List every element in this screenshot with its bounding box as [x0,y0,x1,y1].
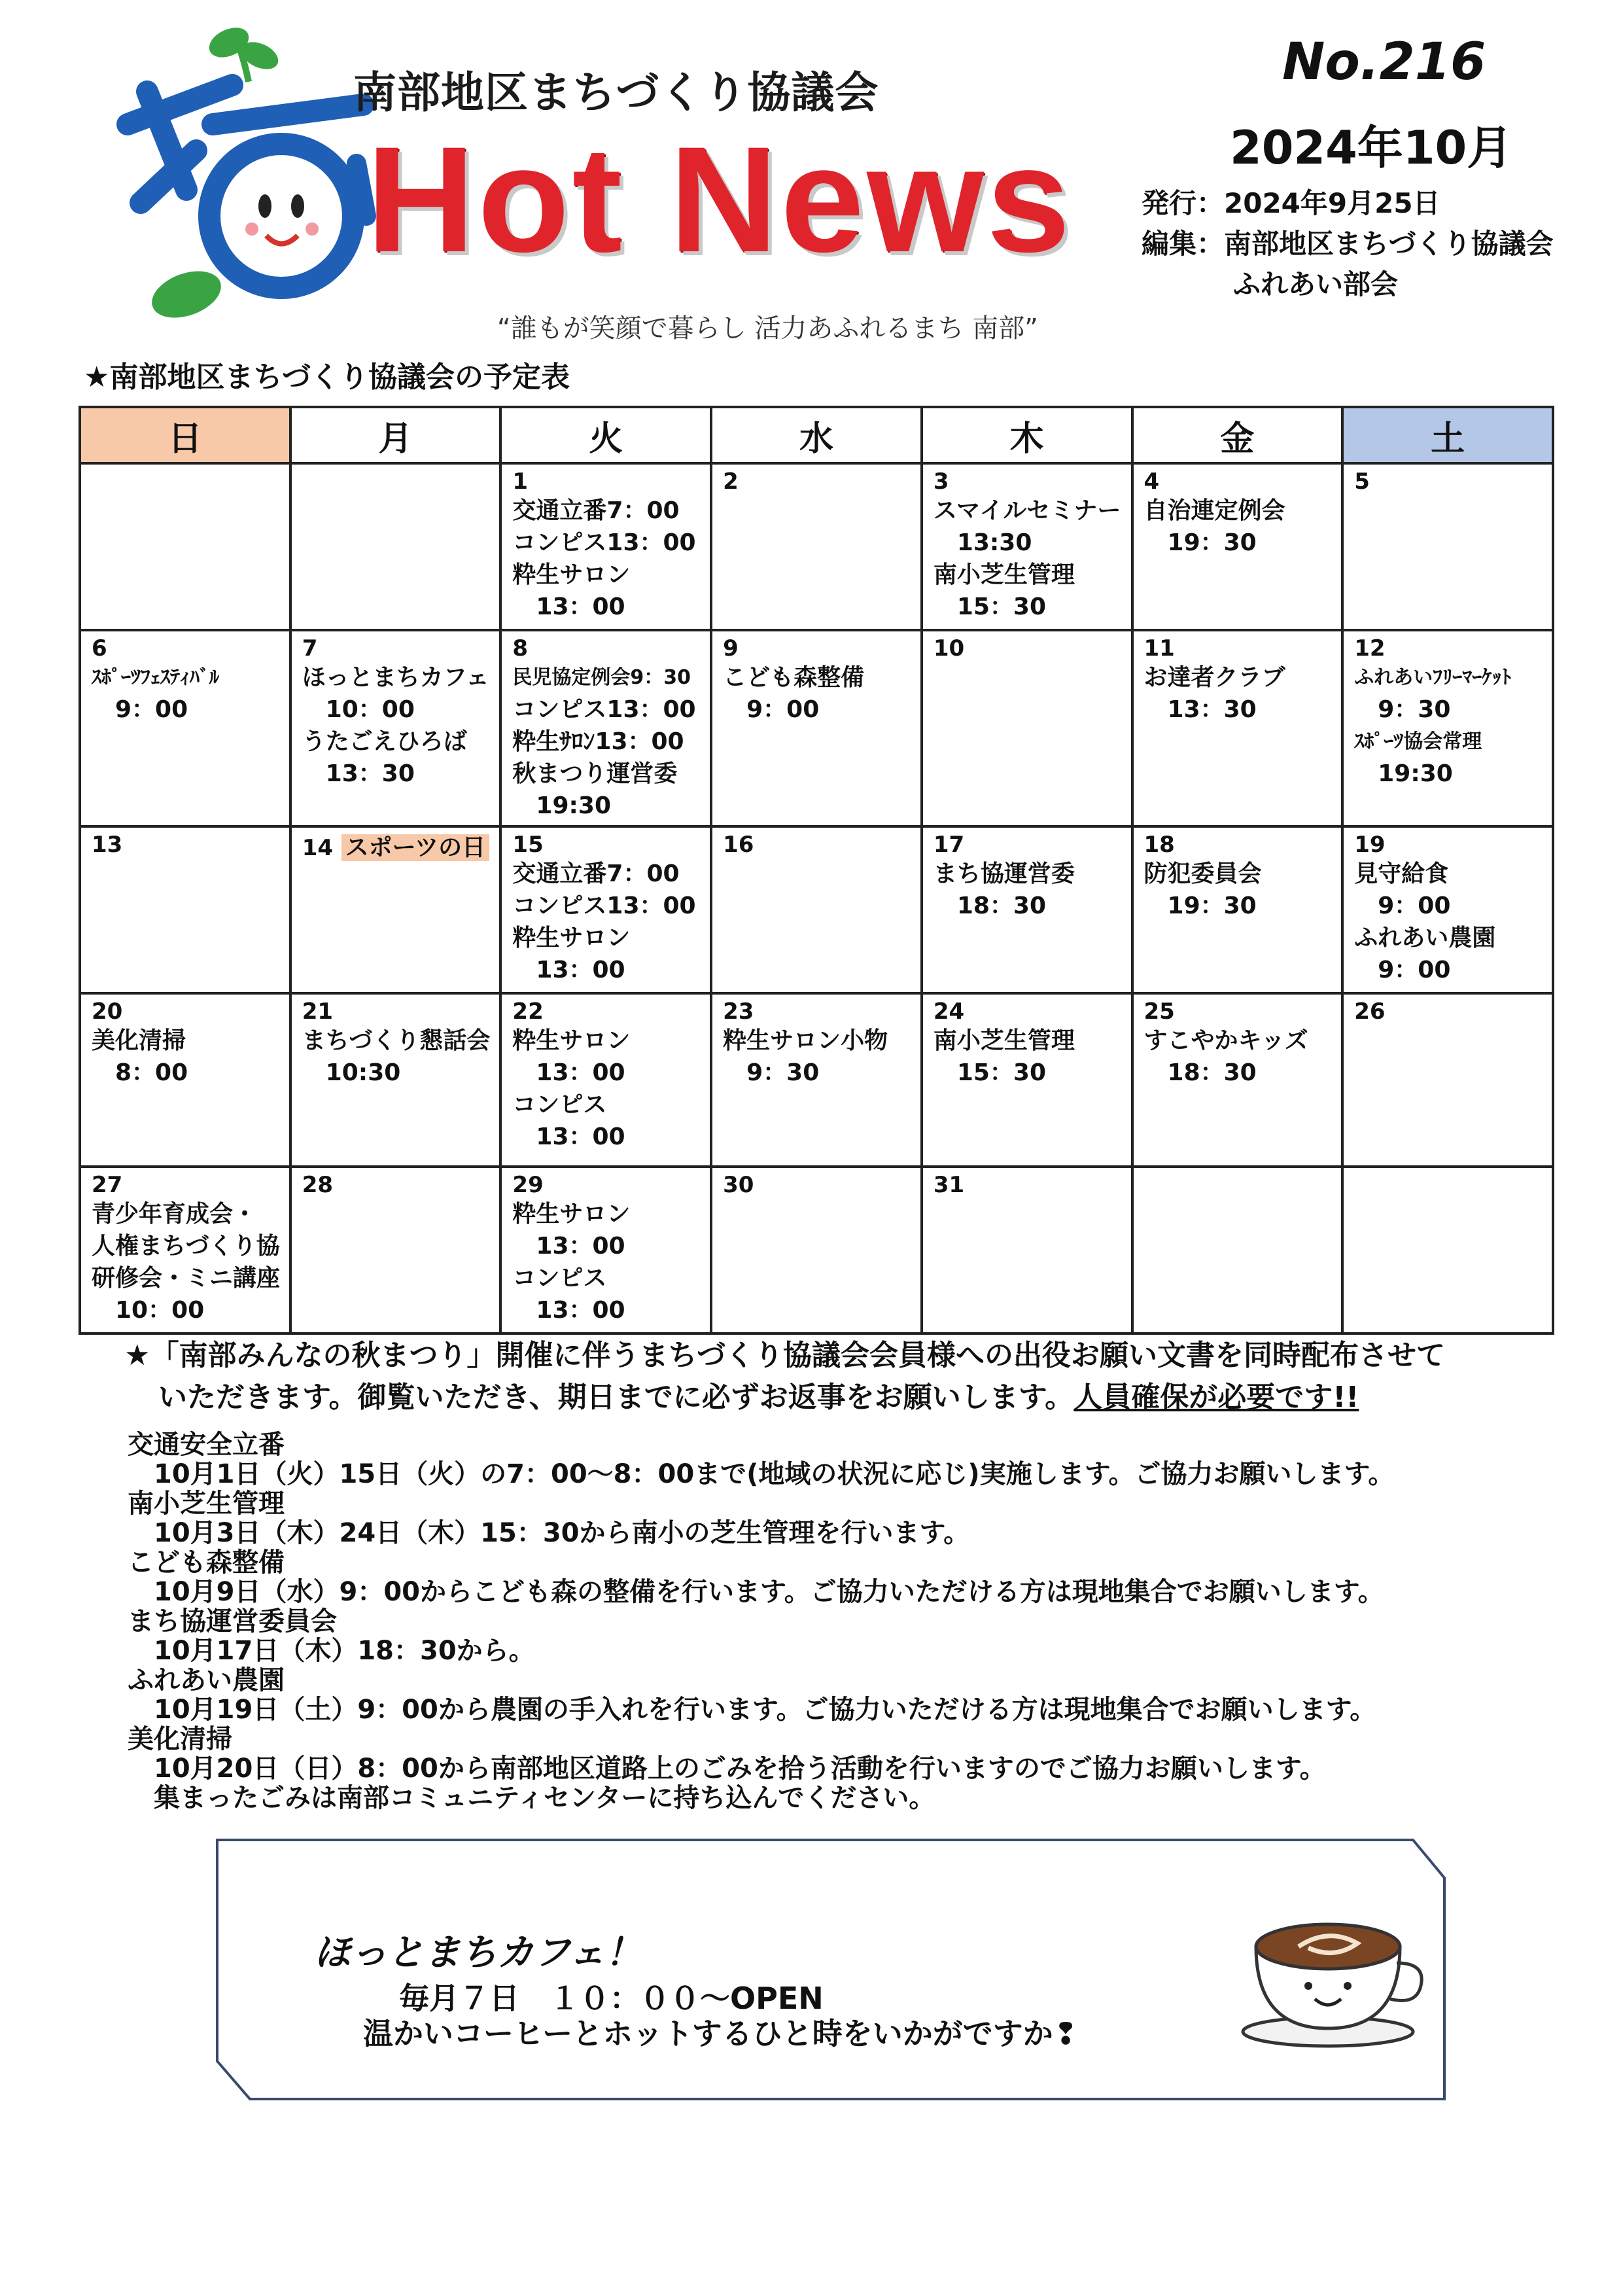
day-number: 23 [723,998,754,1025]
calendar-cell-sat [1342,1167,1553,1333]
org-name: 南部地区まちづくり協議会 [353,67,879,118]
calendar-week-row [80,993,1553,1167]
weekday-header-row [80,407,1553,463]
festival-notice [124,1335,1537,1419]
calendar-cell-sat [1342,826,1553,993]
calendar-event: 10:30 [325,1059,401,1086]
calendar-event: 9：00 [746,696,820,723]
day-number: 16 [723,832,754,858]
calendar-event: ほっとまちカフェ [302,664,489,691]
calendar-cell-thu [922,630,1132,826]
day-number: 21 [302,998,334,1025]
calendar-cell-wed [711,826,922,993]
calendar-event: 見守給食 [1354,860,1449,887]
notice-line1: ★「南部みんなの秋まつり」開催に伴うまちづくり協議会会員様への出役お願い文書を同時配布させて [124,1339,1446,1372]
calendar-event: こども森整備 [723,664,865,691]
calendar-cell-mon [290,993,501,1167]
day-number: 3 [933,468,949,495]
day-number: 11 [1143,635,1175,662]
day-number: 1 [512,468,529,495]
calendar-event: 9：00 [1378,957,1451,983]
calendar-event: お達者クラブ [1143,664,1285,691]
calendar-week-row [80,463,1553,630]
calendar-cell-tue [500,826,711,993]
calendar-event: コンピス13：00 [512,696,696,723]
cafe-title: ほっとまちカフェ！ [314,1931,642,1974]
calendar-cell-sun [80,463,290,630]
detail-text: 10月17日（木）18：30から。 [154,1636,535,1666]
detail-text: 10月20日（日）8：00から南部地区道路上のごみを拾う活動を行いますのでご協力お願いします。 [154,1754,1326,1784]
calendar-event: ｽﾎﾟｰﾂ協会常理 [1354,730,1482,753]
calendar-event: 粋生サロン [512,925,631,951]
day-number: 15 [512,832,544,858]
calendar-event: 13:30 [956,529,1032,556]
detail-text: 10月9日（水）9：00からこども森の整備を行います。ご協力いただける方は現地集合でお願いします。 [154,1577,1384,1607]
notice-line2: いただきます。御覧いただき、期日までに必ずお返事をお願いします。 [158,1381,1074,1414]
day-number: 10 [933,635,965,662]
calendar-event: すこやかキッズ [1143,1027,1308,1054]
calendar-event: 人権まちづくり協 [92,1233,280,1260]
calendar-cell-thu [922,463,1132,630]
day-number: 22 [512,998,544,1025]
calendar-event: まちづくり懇話会 [302,1027,491,1054]
coffee-cup-icon [1230,1907,1426,2051]
day-number: 8 [512,635,529,662]
calendar-event: 自治連定例会 [1143,497,1285,524]
calendar-event: 9：00 [115,696,188,723]
weekday-mon: 月 [290,407,501,463]
calendar-cell-fri [1132,826,1343,993]
calendar-event: 粋生サロン [512,1027,631,1054]
event-details [128,1430,1567,1813]
day-number: 12 [1354,635,1386,662]
calendar-event: 粋生サロン [512,561,631,588]
day-number: 6 [92,635,107,662]
calendar-cell-tue [500,630,711,826]
calendar-event: 13：30 [1167,696,1257,723]
calendar-cell-thu [922,1167,1132,1333]
calendar-cell-mon [290,463,501,630]
notice-line2-wrap [124,1377,1537,1419]
calendar-event: 9：30 [1378,696,1451,723]
calendar-event: 19:30 [536,792,611,819]
calendar-week-row [80,1167,1553,1333]
holiday-label: スポーツの日 [341,834,490,861]
calendar-week-row [80,630,1553,826]
calendar-event: 研修会・ミニ講座 [92,1265,281,1292]
notice-emphasis: 人員確保が必要です!! [1073,1381,1359,1414]
calendar-cell-sat [1342,630,1553,826]
day-number: 9 [723,635,739,662]
day-number: 7 [302,635,318,662]
slogan: “誰もが笑顔で暮らし 活力あふれるまち 南部” [497,313,1038,344]
calendar-cell-sat [1342,463,1553,630]
day-number: 19 [1354,832,1386,858]
calendar-cell-mon [290,826,501,993]
cafe-message: 温かいコーヒーとホットするひと時をいかがですか❢ [363,2016,1079,2051]
calendar-cell-thu [922,993,1132,1167]
calendar-event: 粋生サロン小物 [723,1027,888,1054]
day-number: 18 [1143,832,1175,858]
calendar-event: 粋生ｻﾛﾝ13：00 [512,728,684,755]
calendar-cell-fri [1132,463,1343,630]
calendar-event: 南小芝生管理 [933,1027,1075,1054]
calendar-event: ｽﾎﾟｰﾂﾌｪｽﾃｨﾊﾞﾙ [92,666,219,689]
weekday-sun: 日 [80,407,290,463]
calendar-cell-sun [80,630,290,826]
calendar-event: ふれあい農園 [1354,925,1496,951]
calendar-cell-sat [1342,993,1553,1167]
calendar-cell-sun [80,826,290,993]
calendar-cell-wed [711,630,922,826]
calendar-cell-tue [500,993,711,1167]
calendar-event: 13：00 [536,1123,625,1150]
day-number: 17 [933,832,965,858]
detail-text: 10月1日（火）15日（火）の7：00～8：00まで(地域の状況に応じ)実施します。ご協力お願いします。 [154,1459,1395,1489]
cafe-time: 毎月７日 １０：００～OPEN [399,1981,824,2016]
calendar-event: 交通立番7：00 [512,860,680,887]
day-number: 2 [723,468,739,495]
day-number: 13 [92,832,123,858]
day-number: 14 [302,835,334,861]
calendar-event: 交通立番7：00 [512,497,680,524]
detail-text: 集まったごみは南部コミュニティセンターに持ち込んでください。 [154,1783,935,1813]
calendar-event: 青少年育成会・ [92,1201,257,1227]
calendar-event: 18：30 [1167,1059,1257,1086]
day-number: 28 [302,1172,334,1198]
calendar-event: 民児協定例会9：30 [512,666,691,689]
weekday-sat: 土 [1342,407,1553,463]
calendar-event: 10：00 [325,696,415,723]
weekday-tue: 火 [500,407,711,463]
weekday-thu: 木 [922,407,1132,463]
issue-month: 2024年10月 [1230,121,1513,175]
calendar-event: 9：00 [1378,892,1451,919]
calendar-event: スマイルセミナー [933,497,1121,524]
calendar-event: 15：30 [956,593,1047,620]
mascot-logo-icon [108,20,383,327]
calendar-cell-thu [922,826,1132,993]
detail-heading: こども森整備 [128,1547,285,1578]
calendar-week-row [80,826,1553,993]
calendar-event: 13：00 [536,1297,625,1324]
schedule-title: ★南部地区まちづくり協議会の予定表 [84,361,570,394]
calendar-event: 19：30 [1167,892,1257,919]
calendar-cell-sun [80,993,290,1167]
calendar-cell-tue [500,463,711,630]
calendar-event: 19:30 [1378,760,1453,787]
day-number: 25 [1143,998,1175,1025]
newsletter-title: Hot News [366,115,1073,283]
day-number: 31 [933,1172,965,1198]
calendar-cell-fri [1132,1167,1343,1333]
calendar-event: 南小芝生管理 [933,561,1075,588]
day-number: 29 [512,1172,544,1198]
day-number: 26 [1354,998,1386,1025]
issue-number: No.216 [1282,33,1486,92]
calendar-cell-mon [290,1167,501,1333]
day-number: 27 [92,1172,123,1198]
calendar-event: 13：00 [536,1059,625,1086]
day-number: 24 [933,998,965,1025]
calendar-body [80,463,1553,1333]
calendar-event: 18：30 [956,892,1047,919]
calendar-cell-mon [290,630,501,826]
day-number: 30 [723,1172,754,1198]
calendar-event: 秋まつり運営委 [512,760,678,787]
calendar-event: ふれあいﾌﾘｰﾏｰｹｯﾄ [1354,666,1512,689]
detail-text: 10月19日（土）9：00から農園の手入れを行います。ご協力いただける方は現地集合でお願いします。 [154,1695,1376,1725]
weekday-fri: 金 [1132,407,1343,463]
calendar-event: コンピス13：00 [512,529,696,556]
detail-heading: まち協運営委員会 [128,1606,337,1636]
calendar-event: 19：30 [1167,529,1257,556]
calendar-cell-wed [711,1167,922,1333]
calendar-cell-wed [711,463,922,630]
calendar-event: コンピス13：00 [512,892,696,919]
calendar-cell-fri [1132,993,1343,1167]
detail-heading: 交通安全立番 [128,1430,285,1460]
calendar-event: 粋生サロン [512,1201,631,1227]
detail-text: 10月3日（木）24日（木）15：30から南小の芝生管理を行います。 [154,1518,970,1548]
calendar-event: 13：30 [325,760,415,787]
day-number: 20 [92,998,123,1025]
calendar-event: 10：00 [115,1297,205,1324]
calendar-cell-wed [711,993,922,1167]
day-number: 4 [1143,468,1160,495]
detail-heading: 南小芝生管理 [128,1489,285,1519]
issued-date: 発行：2024年9月25日 [1142,187,1440,219]
detail-heading: ふれあい農園 [128,1665,285,1695]
calendar-event: 防犯委員会 [1143,860,1262,887]
calendar-event: うたごえひろば [302,728,467,755]
calendar-event: 15：30 [956,1059,1047,1086]
calendar-event: 8：00 [115,1059,188,1086]
calendar-event: 13：00 [536,593,625,620]
calendar-event: コンピス [512,1091,607,1118]
detail-heading: 美化清掃 [128,1724,232,1754]
calendar-event: 13：00 [536,957,625,983]
calendar-cell-tue [500,1167,711,1333]
calendar-event: 13：00 [536,1233,625,1260]
editor-line2: ふれあい部会 [1233,268,1399,300]
calendar-event: まち協運営委 [933,860,1075,887]
calendar-cell-sun [80,1167,290,1333]
calendar-event: 美化清掃 [92,1027,186,1054]
weekday-wed: 水 [711,407,922,463]
calendar-table [79,406,1554,1335]
calendar-cell-fri [1132,630,1343,826]
editor-line1: 編集：南部地区まちづくり協議会 [1142,228,1554,260]
day-number: 5 [1354,468,1370,495]
calendar-event: コンピス [512,1265,607,1292]
calendar-event: 9：30 [746,1059,820,1086]
